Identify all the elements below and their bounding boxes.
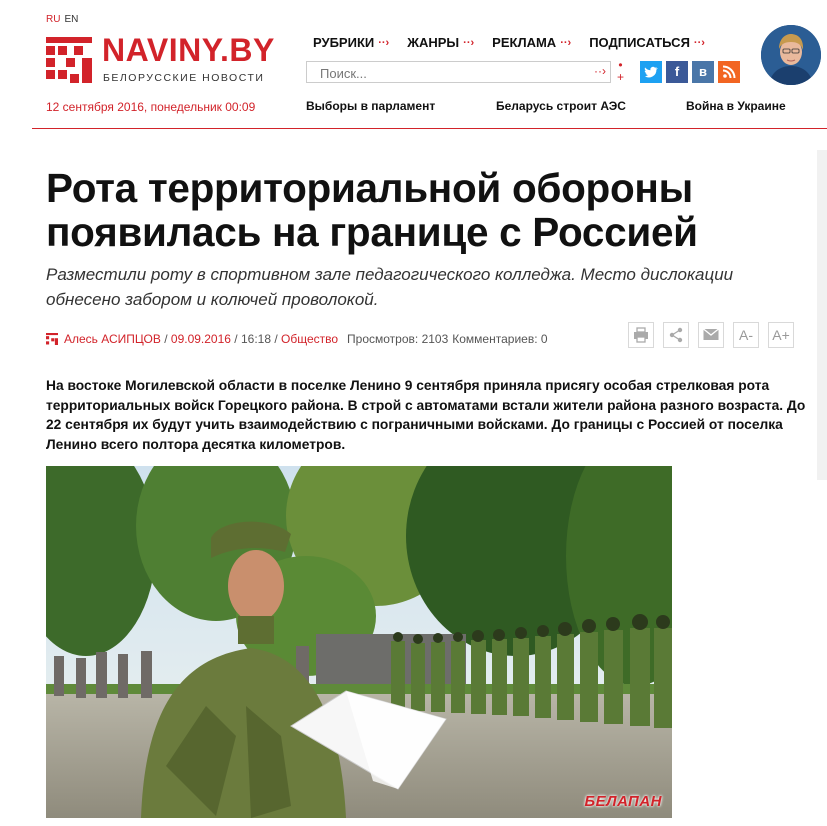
twitter-icon[interactable]: [640, 61, 662, 83]
main-nav: [313, 35, 705, 50]
article-body: На востоке Могилевской области в поселке Ленино 9 сентября приняла присягу особая стрелковая рота территориальных войск Горецкого района. В строй с автоматами встали жители района разного возраста. До 22 сентября их будут учить взаимодействию с пограничными войсками. До границы с Россией от поселка Ленино всего полтора десятка километров.: [46, 378, 806, 452]
naviny-logo-icon[interactable]: [46, 37, 92, 83]
article-author[interactable]: Алесь АСИПЦОВ: [64, 332, 161, 346]
article-tools: [628, 322, 794, 348]
lang-ru[interactable]: RU: [46, 14, 61, 25]
hot-topic-npp[interactable]: Беларусь строит АЭС: [496, 99, 626, 113]
current-date: 12 сентября 2016, понедельник 00:09: [46, 100, 256, 114]
brand-name[interactable]: NAVINY.BY: [102, 32, 275, 68]
photo-credit-watermark: БЕЛАПАН: [584, 793, 662, 810]
article-lead: Разместили роту в спортивном зале педагогического колледжа. Место дислокации обнесено забором и колючей проволокой.: [46, 265, 734, 309]
dots-arrow-icon: ··›: [560, 36, 572, 49]
nav-item-rubrics[interactable]: [313, 35, 389, 50]
article-meta: [46, 332, 548, 346]
author-logo-icon: [46, 333, 58, 345]
dots-arrow-icon: ··›: [693, 36, 705, 49]
advanced-search-icon[interactable]: • +: [617, 58, 625, 84]
comments-count[interactable]: Комментариев: 0: [452, 332, 548, 346]
language-switcher: [46, 14, 82, 25]
lang-en[interactable]: EN: [64, 14, 79, 25]
meta-separator: /: [160, 332, 171, 346]
facebook-icon[interactable]: f: [666, 61, 688, 83]
dots-arrow-icon: ··›: [378, 36, 390, 49]
article-date[interactable]: 09.09.2016: [170, 332, 231, 346]
share-icon[interactable]: [663, 322, 689, 348]
social-links: [640, 61, 740, 83]
nav-label: ПОДПИСАТЬСЯ: [589, 35, 690, 50]
brand-subtitle: БЕЛОРУССКИЕ НОВОСТИ: [103, 72, 265, 84]
hot-topic-ukraine[interactable]: Война в Украине: [686, 99, 786, 113]
search-box: [306, 61, 611, 83]
font-decrease-icon[interactable]: A-: [733, 322, 759, 348]
search-input[interactable]: [307, 62, 572, 84]
article-time: 16:18: [240, 332, 271, 346]
email-icon[interactable]: [698, 322, 724, 348]
print-icon[interactable]: [628, 322, 654, 348]
rss-icon[interactable]: [718, 61, 740, 83]
nav-label: РЕКЛАМА: [492, 35, 557, 50]
article-title: Рота территориальной обороны появилась на границе с Россией: [46, 165, 698, 255]
meta-separator: /: [271, 332, 282, 346]
font-increase-icon[interactable]: A+: [768, 322, 794, 348]
dots-arrow-icon: ··›: [463, 36, 475, 49]
views-count: Просмотров: 2103: [347, 332, 449, 346]
nav-label: РУБРИКИ: [313, 35, 375, 50]
side-panel-edge: [817, 150, 827, 480]
search-submit-icon[interactable]: ··›: [594, 64, 606, 78]
columnist-avatar[interactable]: [761, 25, 821, 85]
meta-separator: /: [230, 332, 241, 346]
nav-item-subscribe[interactable]: [589, 35, 705, 50]
vk-icon[interactable]: в: [692, 61, 714, 83]
photo-scene: [46, 466, 672, 818]
nav-label: ЖАНРЫ: [407, 35, 460, 50]
article-photo[interactable]: [46, 466, 672, 818]
nav-item-genres[interactable]: [407, 35, 474, 50]
nav-item-ads[interactable]: [492, 35, 571, 50]
header-divider: [32, 128, 827, 129]
article-rubric[interactable]: Общество: [281, 332, 339, 346]
hot-topic-elections[interactable]: Выборы в парламент: [306, 99, 436, 113]
